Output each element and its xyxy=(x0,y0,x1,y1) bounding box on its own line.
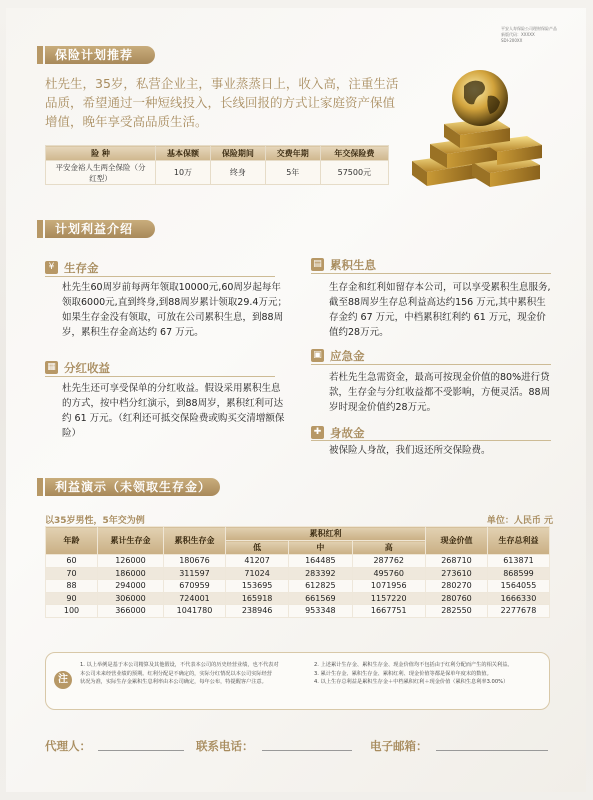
divider xyxy=(311,364,551,365)
benefit-title-death: 身故金 xyxy=(330,426,365,440)
divider xyxy=(45,376,275,377)
notes-left xyxy=(80,661,305,687)
meta-line: 新版代码：XXXXX xyxy=(501,32,535,37)
plan-intro: 杜先生，35岁，私营企业主，事业蒸蒸日上，收入高，注重生活品质，希望通过一种短线投入，长线回报的方式让家庭资产保值增值，晚年享受高品质生活。 xyxy=(45,76,399,129)
money-bag-icon: ¥ xyxy=(45,261,58,274)
cart-icon: ▤ xyxy=(311,258,324,271)
notes-box xyxy=(45,652,550,710)
benefit-title-dividend: 分红收益 xyxy=(64,361,110,375)
table-cell: 287762 xyxy=(352,555,426,568)
benefit-text-death: 被保险人身故，我们返还所交保险费。 xyxy=(329,445,491,456)
table-cell: 724001 xyxy=(164,592,226,605)
table-cell: 366000 xyxy=(98,605,164,618)
plan-cell: 10万 xyxy=(156,161,211,185)
note-line: 3. 累计生存金、累积生存金、累积红利、现金价值等都是保单年度末的数值。 xyxy=(314,670,492,677)
note-line: 2. 上述累计生存金、累积生存金、现金价值均不包括由于红利分配而产生的相关利益。 xyxy=(314,662,513,668)
demo-unit: 单位：人民币 元 xyxy=(486,516,553,526)
col-total: 生存总利益 xyxy=(488,527,550,555)
col-age: 年龄 xyxy=(46,527,98,555)
shield-icon: ✚ xyxy=(311,426,324,439)
document-meta xyxy=(501,26,571,44)
table-cell: 306000 xyxy=(98,592,164,605)
divider xyxy=(311,440,551,441)
benefit-demo-table xyxy=(45,526,550,618)
table-cell: 268710 xyxy=(426,555,488,568)
notes-right xyxy=(314,661,546,687)
plan-col-header: 年交保险费 xyxy=(320,146,388,161)
col-low: 低 xyxy=(226,541,289,555)
table-cell: 1667751 xyxy=(352,605,426,618)
meta-line: 平安人寿保险公司理财保险产品 xyxy=(501,26,557,31)
email-field[interactable] xyxy=(436,750,548,751)
benefit-title-survival: 生存金 xyxy=(64,261,99,275)
table-cell: 670959 xyxy=(164,580,226,593)
col-acc: 累积生存金 xyxy=(164,527,226,555)
table-cell: 180676 xyxy=(164,555,226,568)
table-cell: 273610 xyxy=(426,567,488,580)
col-bonus: 累积红利 xyxy=(226,527,426,541)
table-cell: 2277678 xyxy=(488,605,550,618)
plan-section-header: 保险计划推荐 xyxy=(45,46,155,64)
table-cell: 60 xyxy=(46,555,98,568)
table-cell: 283392 xyxy=(289,567,352,580)
plan-col-header: 保险期间 xyxy=(210,146,265,161)
table-cell: 238946 xyxy=(226,605,289,618)
plan-cell: 终身 xyxy=(210,161,265,185)
meta-line: SDI-200XX xyxy=(501,38,523,43)
table-cell: 41207 xyxy=(226,555,289,568)
benefit-text-dividend: 杜先生还可享受保单的分红收益。假设采用累积生息的方式，按中档分红演示，到88周岁，累积红利可达约 61 万元。（红利还可抵交保险费或购买交清增额保险） xyxy=(62,383,285,439)
note-icon: 注 xyxy=(54,671,72,689)
divider xyxy=(311,273,551,274)
table-cell: 282550 xyxy=(426,605,488,618)
plan-cell: 57500元 xyxy=(320,161,388,185)
table-cell: 612825 xyxy=(289,580,352,593)
table-cell: 1666330 xyxy=(488,592,550,605)
gold-globe-illustration xyxy=(402,66,557,196)
table-cell: 280270 xyxy=(426,580,488,593)
table-row xyxy=(46,555,550,568)
plan-cell: 5年 xyxy=(265,161,320,185)
table-row xyxy=(46,580,550,593)
note-line: 状况为准，实际生存金累积生息利率由本公司确定，每年公布，特提醒客户注意。 xyxy=(80,679,267,685)
agent-label: 代理人： xyxy=(45,739,91,753)
table-cell: 153695 xyxy=(226,580,289,593)
email-label: 电子邮箱： xyxy=(370,739,428,753)
table-cell: 165918 xyxy=(226,592,289,605)
divider xyxy=(45,276,275,277)
table-cell: 88 xyxy=(46,580,98,593)
col-mid: 中 xyxy=(289,541,352,555)
table-cell: 1564055 xyxy=(488,580,550,593)
benefit-text-accumulate: 生存金和红利如留存本公司，可以享受累积生息服务,截至88周岁生存总利益高达约156 万元,其中累积生存金约 67 万元，中档累积红利约 61 万元，现金价值约28万元。 xyxy=(329,282,551,338)
note-line: 4. 以上生存总利益是累积生存金＋中档累积红利＋现金价值（累积生息利率3.00%） xyxy=(314,679,509,685)
table-cell: 126000 xyxy=(98,555,164,568)
table-row xyxy=(46,605,550,618)
plan-col-header: 交费年期 xyxy=(265,146,320,161)
table-cell: 868599 xyxy=(488,567,550,580)
table-cell: 90 xyxy=(46,592,98,605)
table-cell: 953348 xyxy=(289,605,352,618)
table-cell: 100 xyxy=(46,605,98,618)
col-cash: 现金价值 xyxy=(426,527,488,555)
table-row xyxy=(46,567,550,580)
plan-cell: 平安金裕人生两全保险（分红型） xyxy=(46,161,156,185)
table-cell: 613871 xyxy=(488,555,550,568)
phone-label: 联系电话： xyxy=(196,739,254,753)
table-cell: 71024 xyxy=(226,567,289,580)
table-cell: 186000 xyxy=(98,567,164,580)
building-icon: ▦ xyxy=(45,361,58,374)
benefit-text-survival: 杜先生60周岁前每两年领取10000元,60周岁起每年领取6000元,直到终身,到88周岁累计领取29.4万元；如果生存金没有领取，可放在公司累积生息，到88周岁，累积生存金高达约 67 万元。 xyxy=(62,282,287,338)
table-row xyxy=(46,592,550,605)
col-surv: 累计生存金 xyxy=(98,527,164,555)
table-cell: 311597 xyxy=(164,567,226,580)
table-cell: 1041780 xyxy=(164,605,226,618)
benefit-title-emergency: 应急金 xyxy=(330,349,365,363)
table-cell: 280760 xyxy=(426,592,488,605)
benefits-section-header: 计划利益介绍 xyxy=(45,220,155,238)
table-cell: 661569 xyxy=(289,592,352,605)
demo-section-header: 利益演示（未领取生存金） xyxy=(45,478,220,496)
demo-subtitle: 以35岁男性，5年交为例 xyxy=(45,516,145,526)
table-cell: 70 xyxy=(46,567,98,580)
table-cell: 1157220 xyxy=(352,592,426,605)
plan-table xyxy=(45,145,389,185)
briefcase-icon: ▣ xyxy=(311,349,324,362)
benefit-title-accumulate: 累积生息 xyxy=(330,258,376,272)
plan-col-header: 基本保额 xyxy=(156,146,211,161)
table-cell: 495760 xyxy=(352,567,426,580)
agent-field[interactable] xyxy=(98,750,184,751)
table-cell: 1071956 xyxy=(352,580,426,593)
note-line: 1. 以上举例是基于本公司精算及其他假设，不代表本公司的历史经营业绩，也不代表对 xyxy=(80,662,279,668)
phone-field[interactable] xyxy=(262,750,352,751)
plan-col-header: 险 种 xyxy=(46,146,156,161)
benefit-text-emergency: 若杜先生急需资金，最高可按现金价值的80%进行贷款，生存金与分红收益都不受影响，方便灵活。88周岁时现金价值约28万元。 xyxy=(329,372,551,413)
table-cell: 294000 xyxy=(98,580,164,593)
note-line: 本公司未来经营业绩的预期。红利分配是不确定的，实际分红情况以本公司实际经营 xyxy=(80,670,272,677)
table-cell: 164485 xyxy=(289,555,352,568)
col-high: 高 xyxy=(352,541,426,555)
